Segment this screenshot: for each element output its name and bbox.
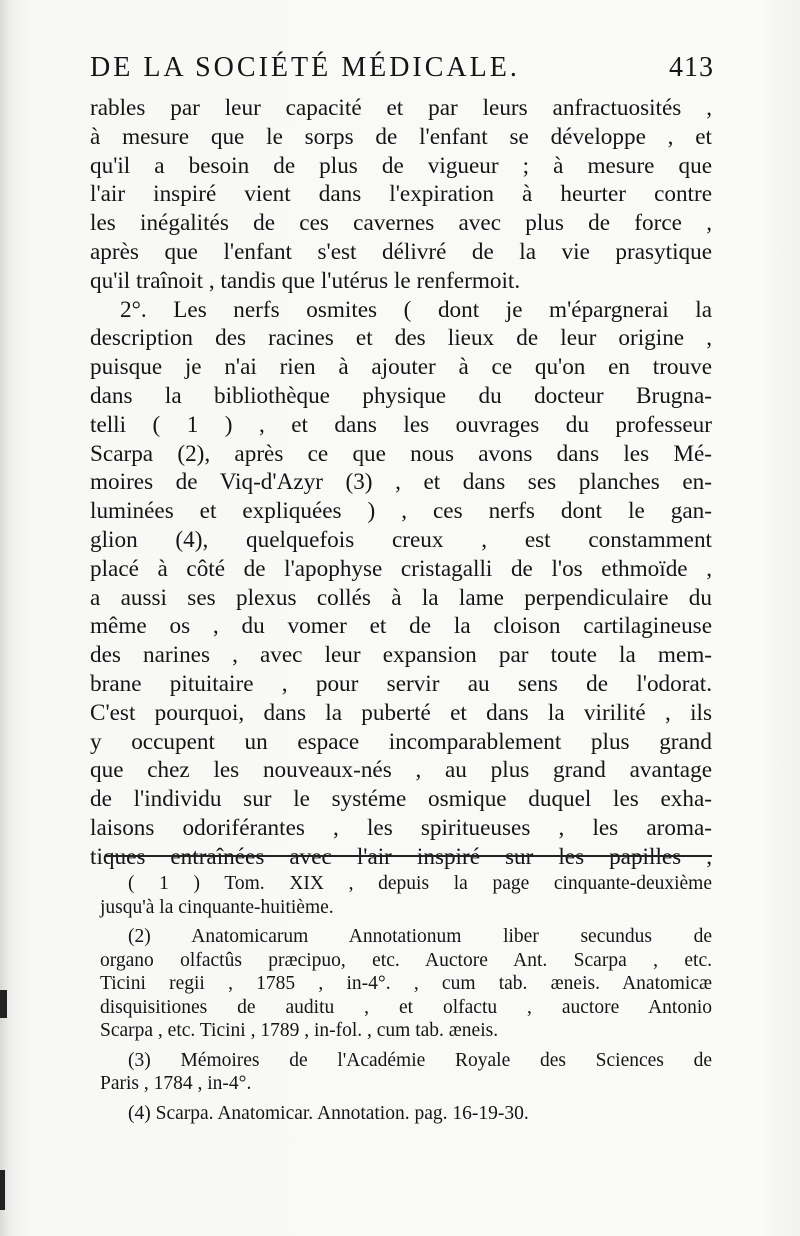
text-line: tiques entraînées avec l'air inspiré sur les papilles , bbox=[90, 843, 712, 870]
text-line: Scarpa (2), après ce que nous avons dans les Mé- bbox=[90, 440, 712, 467]
footnote-line: disquisitiones de auditu , et olfactu , auctore Antonio bbox=[100, 996, 712, 1018]
page-edge-mark bbox=[0, 1170, 5, 1210]
text-line: 2°. Les nerfs osmites ( dont je m'épargnerai la bbox=[120, 296, 712, 323]
text-line: même os , du vomer et de la cloison cartilagineuse bbox=[90, 613, 712, 640]
text-line: brane pituitaire , pour servir au sens de l'odorat. bbox=[90, 670, 712, 697]
footnote-1 bbox=[100, 872, 712, 919]
text-line: que chez les nouveaux-nés , au plus grand avantage bbox=[90, 757, 712, 784]
page-number: 413 bbox=[669, 52, 714, 83]
text-line: qu'il traînoit , tandis que l'utérus le renfermoit. bbox=[90, 267, 521, 294]
footnote-4 bbox=[100, 1102, 712, 1126]
text-line: placé à côté de l'apophyse cristagalli de l'os ethmoïde , bbox=[90, 555, 712, 582]
text-line: de l'individu sur le systéme osmique duquel les exha- bbox=[90, 786, 712, 813]
page-edge-mark bbox=[0, 990, 7, 1018]
footnotes bbox=[100, 872, 712, 1131]
footnote-line: Paris , 1784 , in-4°. bbox=[100, 1073, 252, 1094]
footnote-3 bbox=[100, 1049, 712, 1096]
running-title: DE LA SOCIÉTÉ MÉDICALE. bbox=[90, 52, 520, 83]
text-line: description des racines et des lieux de leur origine , bbox=[90, 325, 712, 352]
footnote-line: (3) Mémoires de l'Académie Royale des Sciences de bbox=[128, 1049, 712, 1071]
text-line: à mesure que le sorps de l'enfant se développe , et bbox=[90, 123, 712, 150]
text-line: puisque je n'ai rien à ajouter à ce qu'on en trouve bbox=[90, 354, 712, 381]
text-line: après que l'enfant s'est délivré de la vie prasytique bbox=[90, 238, 712, 265]
footnote-line: (4) Scarpa. Anatomicar. Annotation. pag. 16-19-30. bbox=[128, 1102, 529, 1124]
footnote-line: Ticini regii , 1785 , in-4°. , cum tab. æneis. Anatomicæ bbox=[100, 973, 712, 994]
text-line: l'air inspiré vient dans l'expiration à heurter contre bbox=[90, 181, 712, 208]
footnote-divider bbox=[106, 855, 712, 857]
text-line: dans la bibliothèque physique du docteur Brugna- bbox=[90, 382, 712, 409]
text-line: y occupent un espace incomparablement plus grand bbox=[90, 728, 712, 755]
footnote-line: (2) Anatomicarum Annotationum liber secundus de bbox=[128, 926, 712, 947]
footnote-line: organo olfactûs præcipuo, etc. Auctore Ant. Scarpa , etc. bbox=[100, 949, 712, 971]
text-line: telli ( 1 ) , et dans les ouvrages du professeur bbox=[90, 411, 712, 438]
text-line: les inégalités de ces cavernes avec plus de force , bbox=[90, 210, 712, 237]
footnote-2 bbox=[100, 925, 712, 1043]
text-line: qu'il a besoin de plus de vigueur ; à mesure que bbox=[90, 152, 712, 179]
text-line: a aussi ses plexus collés à la lame perpendiculaire du bbox=[90, 584, 712, 611]
text-line: glion (4), quelquefois creux , est constamment bbox=[90, 526, 712, 553]
text-line: des narines , avec leur expansion par toute la mem- bbox=[90, 642, 712, 669]
text-line: C'est pourquoi, dans la puberté et dans la virilité , ils bbox=[90, 699, 712, 726]
body-text bbox=[90, 94, 712, 872]
text-line: moires de Viq-d'Azyr (3) , et dans ses planches en- bbox=[90, 469, 712, 496]
text-line: luminées et expliquées ) , ces nerfs dont le gan- bbox=[90, 498, 712, 525]
footnote-line: ( 1 ) Tom. XIX , depuis la page cinquante-deuxième bbox=[128, 873, 712, 894]
footnote-line: Scarpa , etc. Ticini , 1789 , in-fol. , cum tab. æneis. bbox=[100, 1020, 499, 1041]
text-line: rables par leur capacité et par leurs anfractuosités , bbox=[90, 95, 712, 121]
footnote-line: jusqu'à la cinquante-huitième. bbox=[100, 896, 334, 918]
running-head bbox=[90, 52, 714, 94]
text-line: laisons odoriférantes , les spiritueuses , les aroma- bbox=[90, 814, 712, 841]
